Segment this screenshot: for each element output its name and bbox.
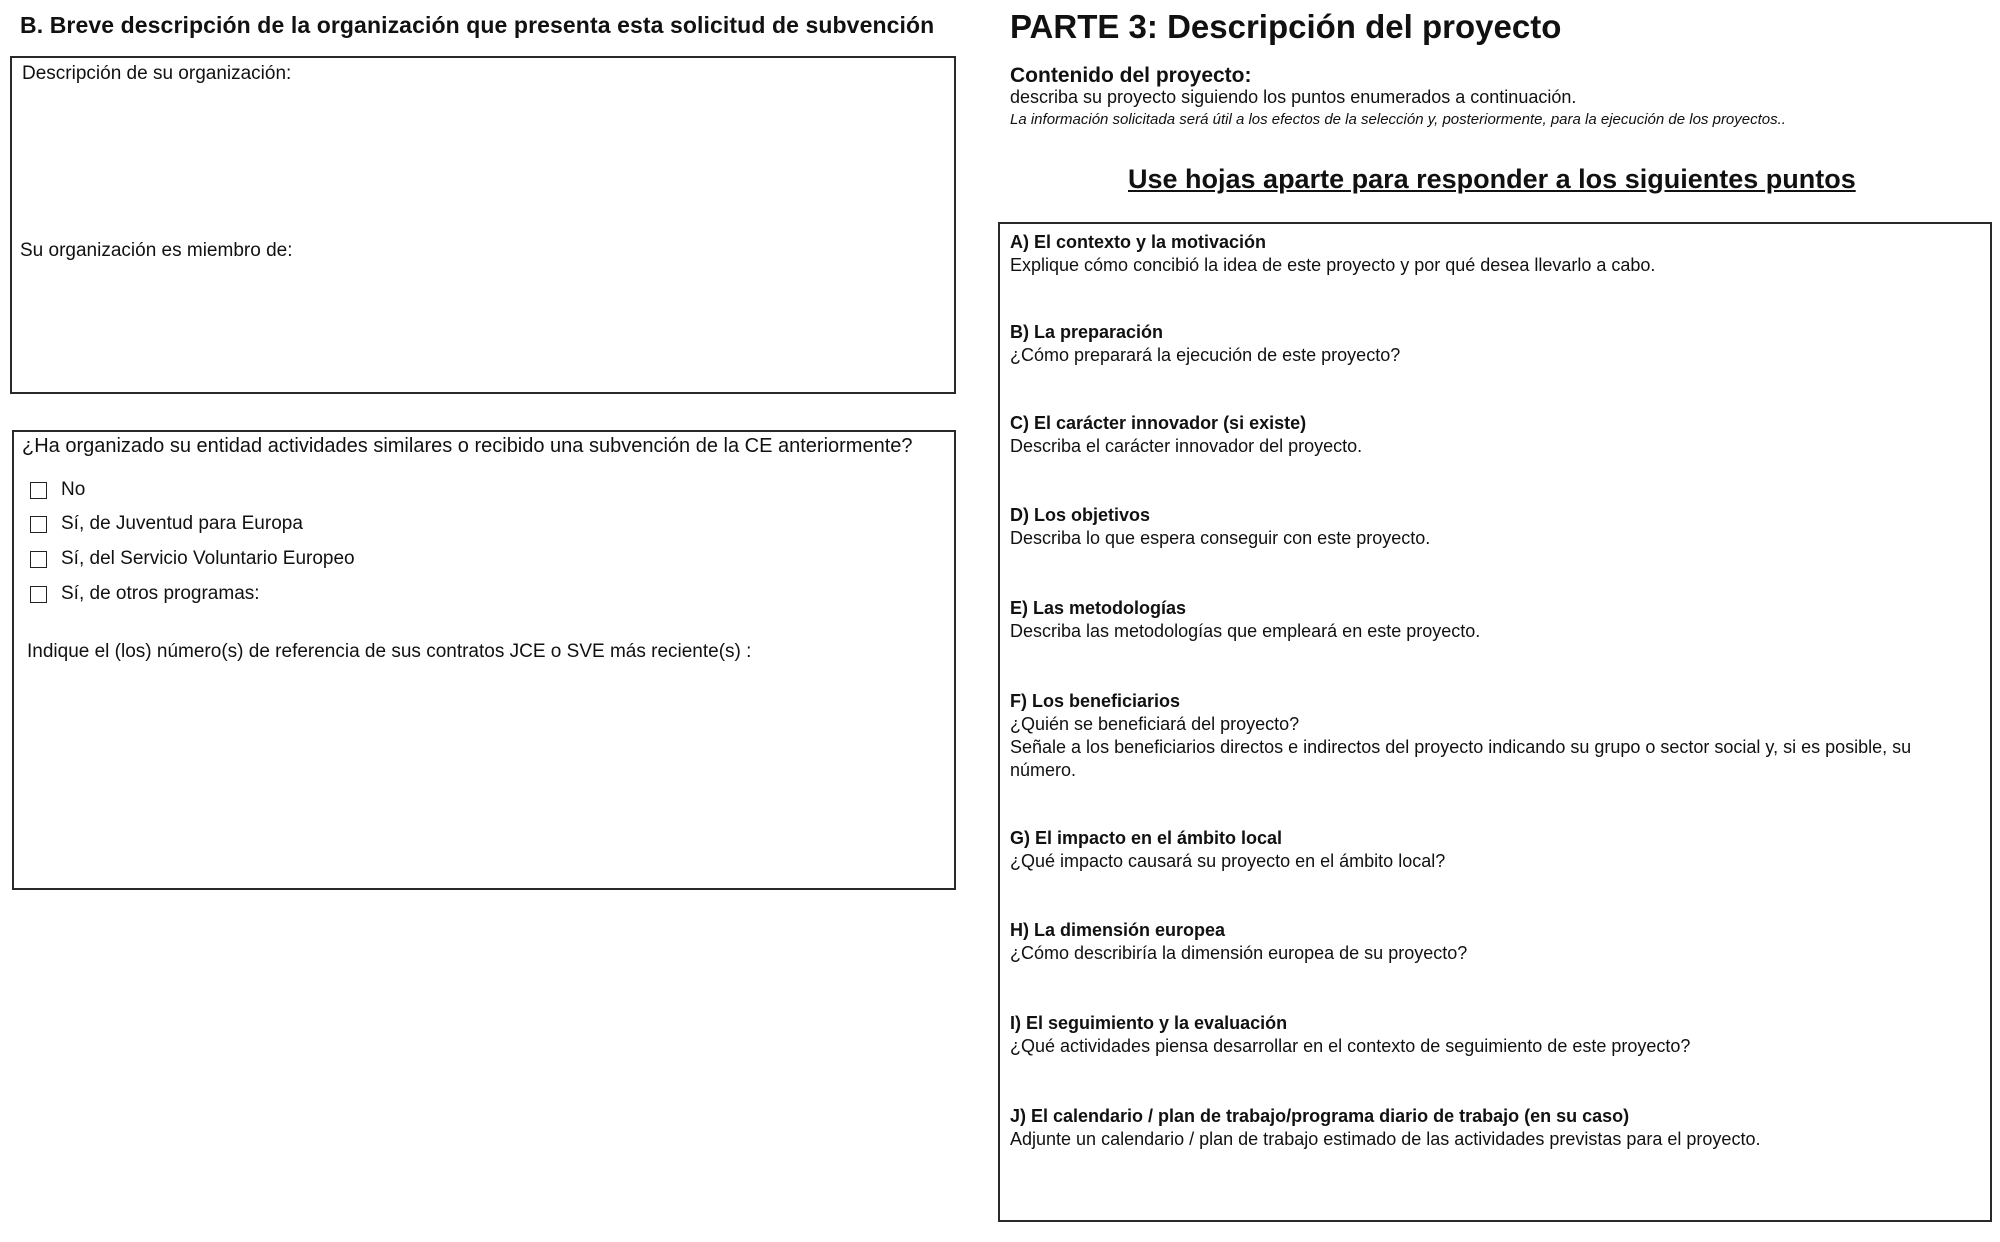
option-no[interactable] — [30, 479, 85, 501]
point-title: H) La dimensión europea — [1010, 920, 1226, 940]
option-servicio-voluntario[interactable] — [30, 548, 355, 570]
checkbox-servicio-voluntario[interactable] — [30, 551, 47, 568]
option-otros-programas-label: Sí, de otros programas: — [61, 583, 260, 604]
option-otros-programas[interactable] — [30, 583, 260, 605]
point-text: ¿Quién se beneficiará del proyecto? — [1010, 714, 1300, 734]
previous-activities-box — [12, 430, 956, 890]
point-title: C) El carácter innovador (si existe) — [1010, 413, 1307, 433]
point-title: I) El seguimiento y la evaluación — [1010, 1013, 1288, 1033]
checkbox-otros-programas[interactable] — [30, 586, 47, 603]
option-no-label: No — [61, 479, 86, 500]
point-title: D) Los objetivos — [1010, 505, 1151, 525]
option-juventud-europa-label: Sí, de Juventud para Europa — [61, 513, 303, 534]
point-text: Describa las metodologías que empleará en este proyecto. — [1010, 621, 1481, 641]
part3-title: PARTE 3: Descripción del proyecto — [1010, 8, 1562, 45]
member-of-label: Su organización es miembro de: — [20, 240, 293, 261]
project-point-c — [1010, 412, 1982, 458]
project-point-a — [1010, 231, 1982, 277]
point-text: ¿Cómo describiría la dimensión europea de su proyecto? — [1010, 943, 1468, 963]
point-title: G) El impacto en el ámbito local — [1010, 828, 1283, 848]
project-point-f — [1010, 690, 1982, 782]
point-text: ¿Qué actividades piensa desarrollar en el contexto de seguimiento de este proyecto? — [1010, 1036, 1691, 1056]
org-description-label: Descripción de su organización: — [22, 63, 292, 84]
point-title: E) Las metodologías — [1010, 598, 1187, 618]
option-juventud-europa[interactable] — [30, 513, 303, 535]
point-text-extra: Señale a los beneficiarios directos e indirectos del proyecto indicando su grupo o sector social y, si es posible, su número. — [1010, 737, 1912, 780]
checkbox-juventud-europa[interactable] — [30, 516, 47, 533]
project-content-note: La información solicitada será útil a los efectos de la selección y, posteriormente, para la ejecución de los proyectos.. — [1010, 111, 1786, 128]
point-text: Explique cómo concibió la idea de este proyecto y por qué desea llevarlo a cabo. — [1010, 255, 1656, 275]
section-b-title: B. Breve descripción de la organización que presenta esta solicitud de subvención — [20, 12, 935, 38]
option-servicio-voluntario-label: Sí, del Servicio Voluntario Europeo — [61, 548, 355, 569]
project-point-b — [1010, 321, 1982, 367]
point-title: J) El calendario / plan de trabajo/programa diario de trabajo (en su caso) — [1010, 1106, 1630, 1126]
project-point-g — [1010, 827, 1982, 873]
point-title: A) El contexto y la motivación — [1010, 232, 1267, 252]
project-points-box — [998, 222, 1992, 1222]
project-point-i — [1010, 1012, 1982, 1058]
project-point-j — [1010, 1105, 1982, 1151]
point-text: ¿Cómo preparará la ejecución de este proyecto? — [1010, 345, 1401, 365]
project-point-d — [1010, 504, 1982, 550]
reference-numbers-label: Indique el (los) número(s) de referencia de sus contratos JCE o SVE más reciente(s) : — [27, 641, 752, 662]
project-content-description: describa su proyecto siguiendo los puntos enumerados a continuación. — [1010, 87, 1577, 107]
project-content-label: Contenido del proyecto: — [1010, 64, 1252, 87]
project-point-h — [1010, 919, 1982, 965]
checkbox-no[interactable] — [30, 482, 47, 499]
point-text: Describa lo que espera conseguir con este proyecto. — [1010, 528, 1431, 548]
point-title: B) La preparación — [1010, 322, 1164, 342]
point-title: F) Los beneficiarios — [1010, 691, 1181, 711]
project-point-e — [1010, 597, 1982, 643]
previous-activities-question: ¿Ha organizado su entidad actividades similares o recibido una subvención de la CE anteriormente? — [22, 435, 913, 457]
organization-description-box[interactable] — [10, 56, 956, 394]
point-text: Adjunte un calendario / plan de trabajo estimado de las actividades previstas para el proyecto. — [1010, 1129, 1761, 1149]
point-text: ¿Qué impacto causará su proyecto en el ámbito local? — [1010, 851, 1446, 871]
separate-sheets-heading: Use hojas aparte para responder a los siguientes puntos — [1128, 164, 1856, 194]
point-text: Describa el carácter innovador del proyecto. — [1010, 436, 1363, 456]
